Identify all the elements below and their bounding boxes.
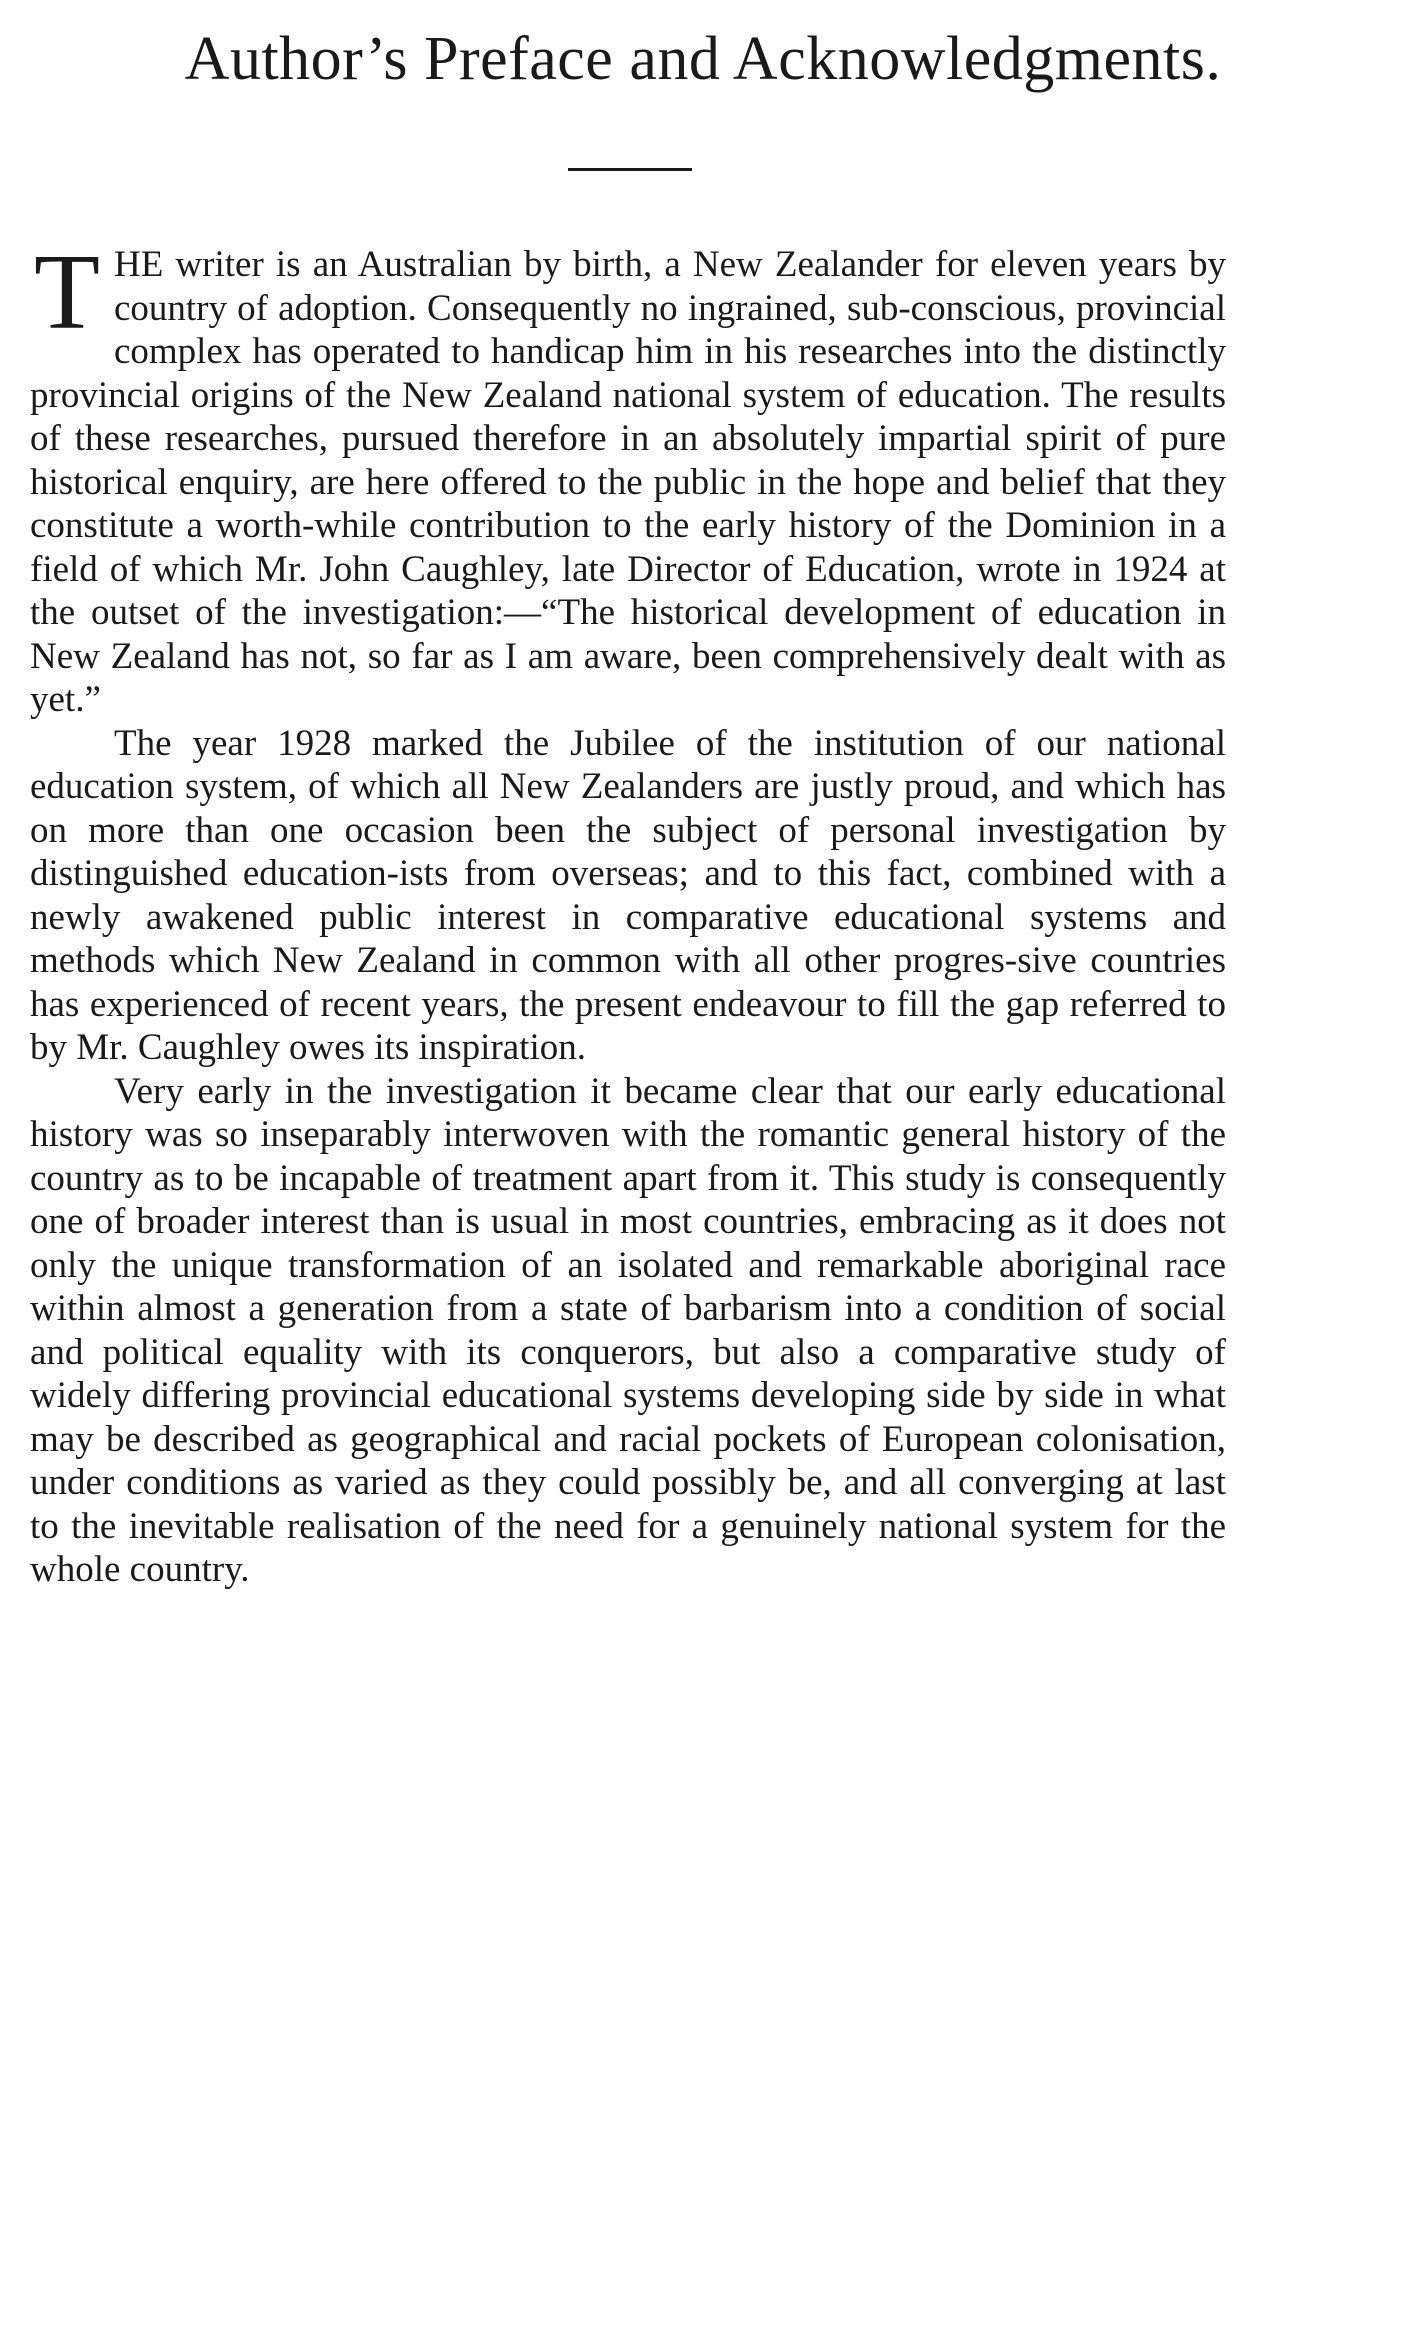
page-title: Author’s Preface and Acknowledgments. (184, 25, 1222, 93)
paragraph-1 (30, 233, 1226, 722)
paragraph-1-text: writer is an Australian by birth, a New Zealander for eleven years by country of adoption. Consequently no ingrained, sub-conscious, provincial complex has operated to handicap him in his researches into the distinctly provincial origins of the New Zealand national system of education. The results of these researches, pursued therefore in an absolutely impartial spirit of pure historical enquiry, are here offered to the public in the hope and belief that they constitute a worth-while contribution to the early history of the Dominion in a field of which Mr. John Caughley, late Director of Education, wrote in 1924 at the outset of the investigation:—“The historical development of education in New Zealand has not, so far as I am aware, been comprehensively dealt with as yet.” (30, 244, 1226, 720)
paragraph-3: Very early in the investigation it became clear that our early educational history was so inseparably interwoven with the romantic general history of the country as to be incapable of treatment apart from it. This study is consequently one of broader interest than is usual in most countries, embracing as it does not only the unique transformation of an isolated and remarkable aboriginal race within almost a generation from a state of barbarism into a condition of social and political equality with its conquerors, but also a comparative study of widely differing provincial educational systems developing side by side in what may be described as geographical and racial pockets of European colonisation, under conditions as varied as they could possibly be, and all converging at last to the inevitable realisation of the need for a genuinely national system for the whole country. (30, 1070, 1226, 1590)
drop-cap: T (34, 233, 100, 352)
preface-body (30, 233, 1226, 1592)
paragraph-1-lead: HE (113, 244, 164, 285)
title-divider (568, 168, 692, 171)
paragraph-2: The year 1928 marked the Jubilee of the institution of our national education system, of which all New Zealanders are justly proud, and which has on more than one occasion been the subject of personal investigation by distinguished education-ists from overseas; and to this fact, combined with a newly awakened public interest in comparative educational systems and methods which New Zealand in common with all other progres-sive countries has experienced of recent years, the present endeavour to fill the gap referred to by Mr. Caughley owes its inspiration. (30, 722, 1226, 1068)
